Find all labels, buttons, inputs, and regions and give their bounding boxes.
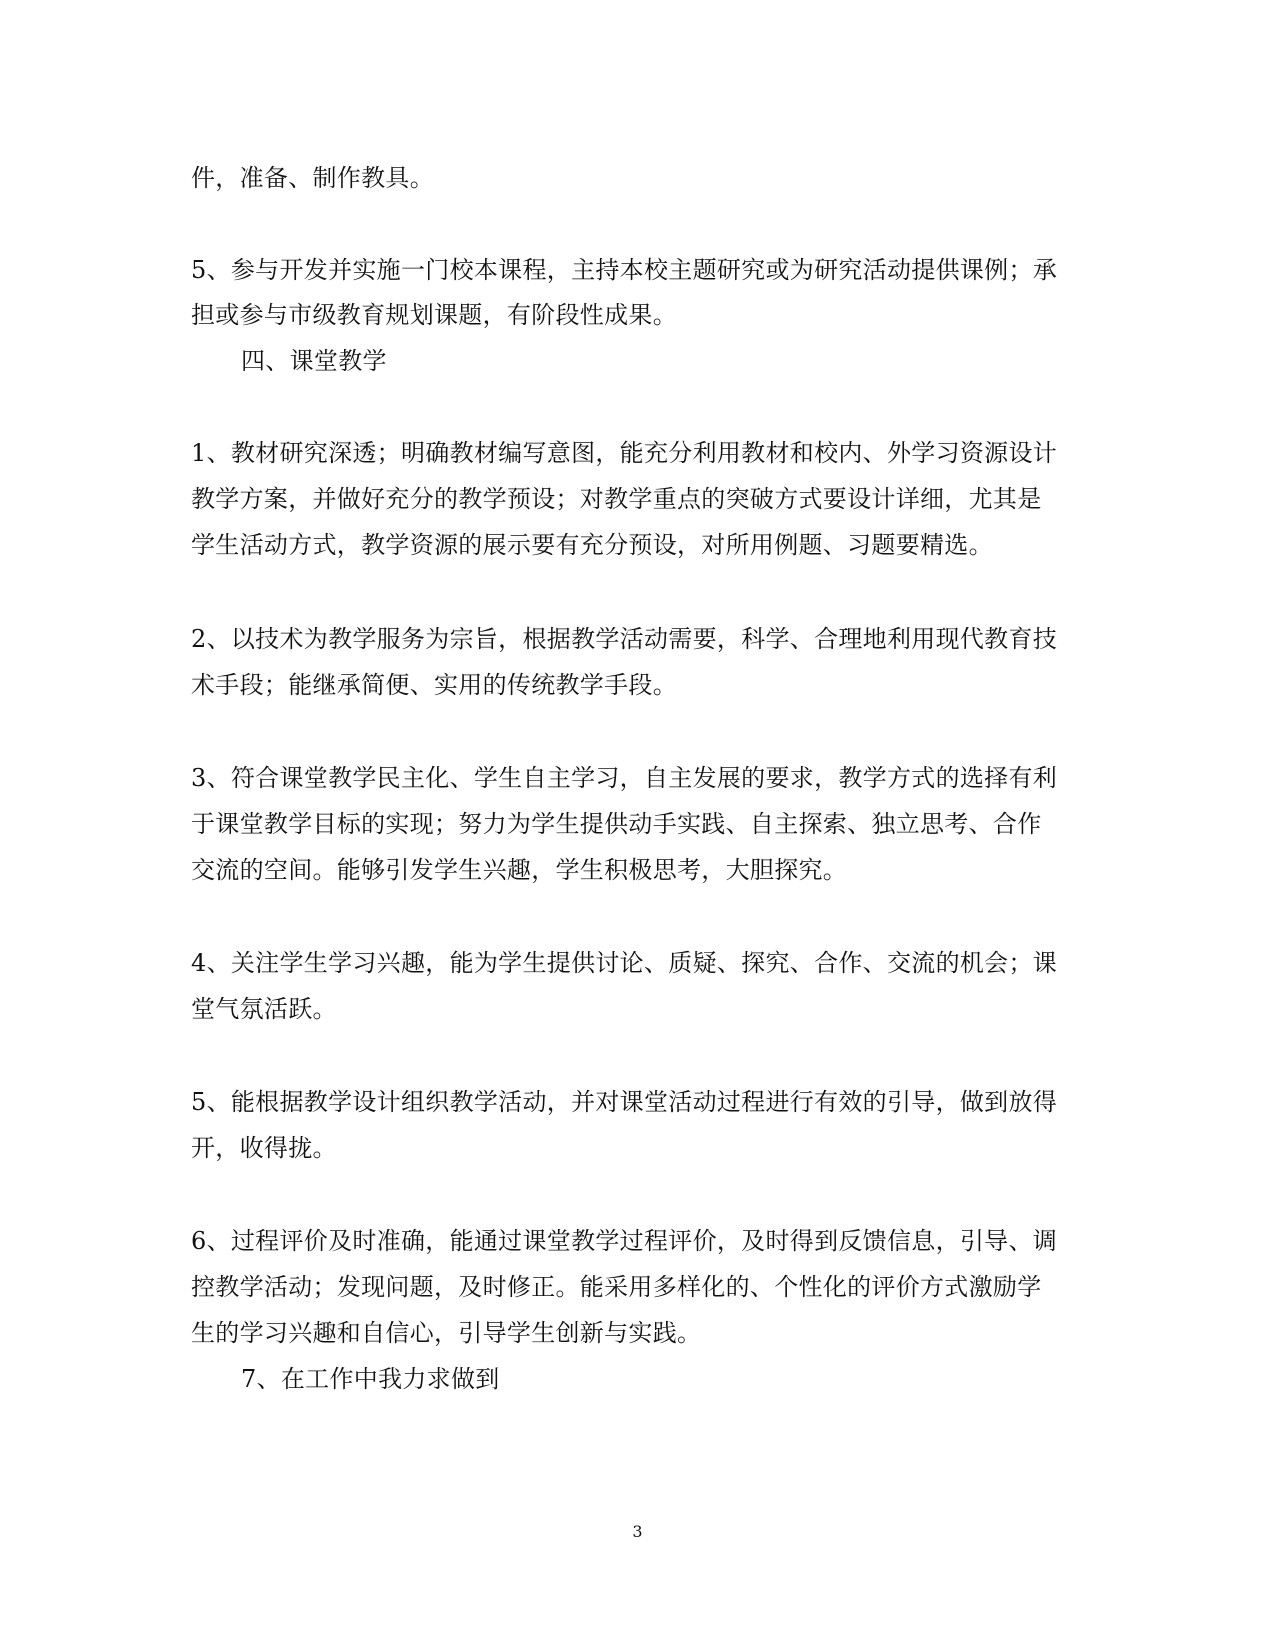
text-line: 2、以技术为教学服务为宗旨，根据教学活动需要，科学、合理地利用现代教育技	[191, 625, 1058, 653]
section-heading: 四、课堂教学	[241, 347, 387, 375]
text-line: 开，收得拢。	[191, 1134, 337, 1162]
text-line: 控教学活动；发现问题，及时修正。能采用多样化的、个性化的评价方式激励学	[191, 1273, 1042, 1301]
text-line: 交流的空间。能够引发学生兴趣，学生积极思考，大胆探究。	[191, 856, 848, 884]
text-line: 5、参与开发并实施一门校本课程，主持本校主题研究或为研究活动提供课例；承	[191, 256, 1058, 284]
text-line: 堂气氛活跃。	[191, 995, 337, 1023]
text-line: 术手段；能继承简便、实用的传统教学手段。	[191, 671, 677, 699]
page-number: 3	[632, 1522, 643, 1541]
text-line: 于课堂教学目标的实现；努力为学生提供动手实践、自主探索、独立思考、合作	[191, 810, 1042, 838]
text-line: 4、关注学生学习兴趣，能为学生提供讨论、质疑、探究、合作、交流的机会；课	[191, 949, 1058, 977]
text-line: 7、在工作中我力求做到	[241, 1365, 500, 1393]
text-line: 件，准备、制作教具。	[191, 164, 434, 192]
text-line: 学生活动方式，教学资源的展示要有充分预设，对所用例题、习题要精选。	[191, 531, 993, 559]
text-line: 担或参与市级教育规划课题，有阶段性成果。	[191, 301, 677, 329]
text-line: 教学方案，并做好充分的教学预设；对教学重点的突破方式要设计详细，尤其是	[191, 485, 1042, 513]
text-line: 5、能根据教学设计组织教学活动，并对课堂活动过程进行有效的引导，做到放得	[191, 1088, 1058, 1116]
text-line: 3、符合课堂教学民主化、学生自主学习，自主发展的要求，教学方式的选择有利	[191, 764, 1058, 792]
text-line: 6、过程评价及时准确，能通过课堂教学过程评价，及时得到反馈信息，引导、调	[191, 1227, 1058, 1255]
text-line: 1、教材研究深透；明确教材编写意图，能充分利用教材和校内、外学习资源设计	[191, 439, 1058, 467]
text-line: 生的学习兴趣和自信心，引导学生创新与实践。	[191, 1319, 702, 1347]
